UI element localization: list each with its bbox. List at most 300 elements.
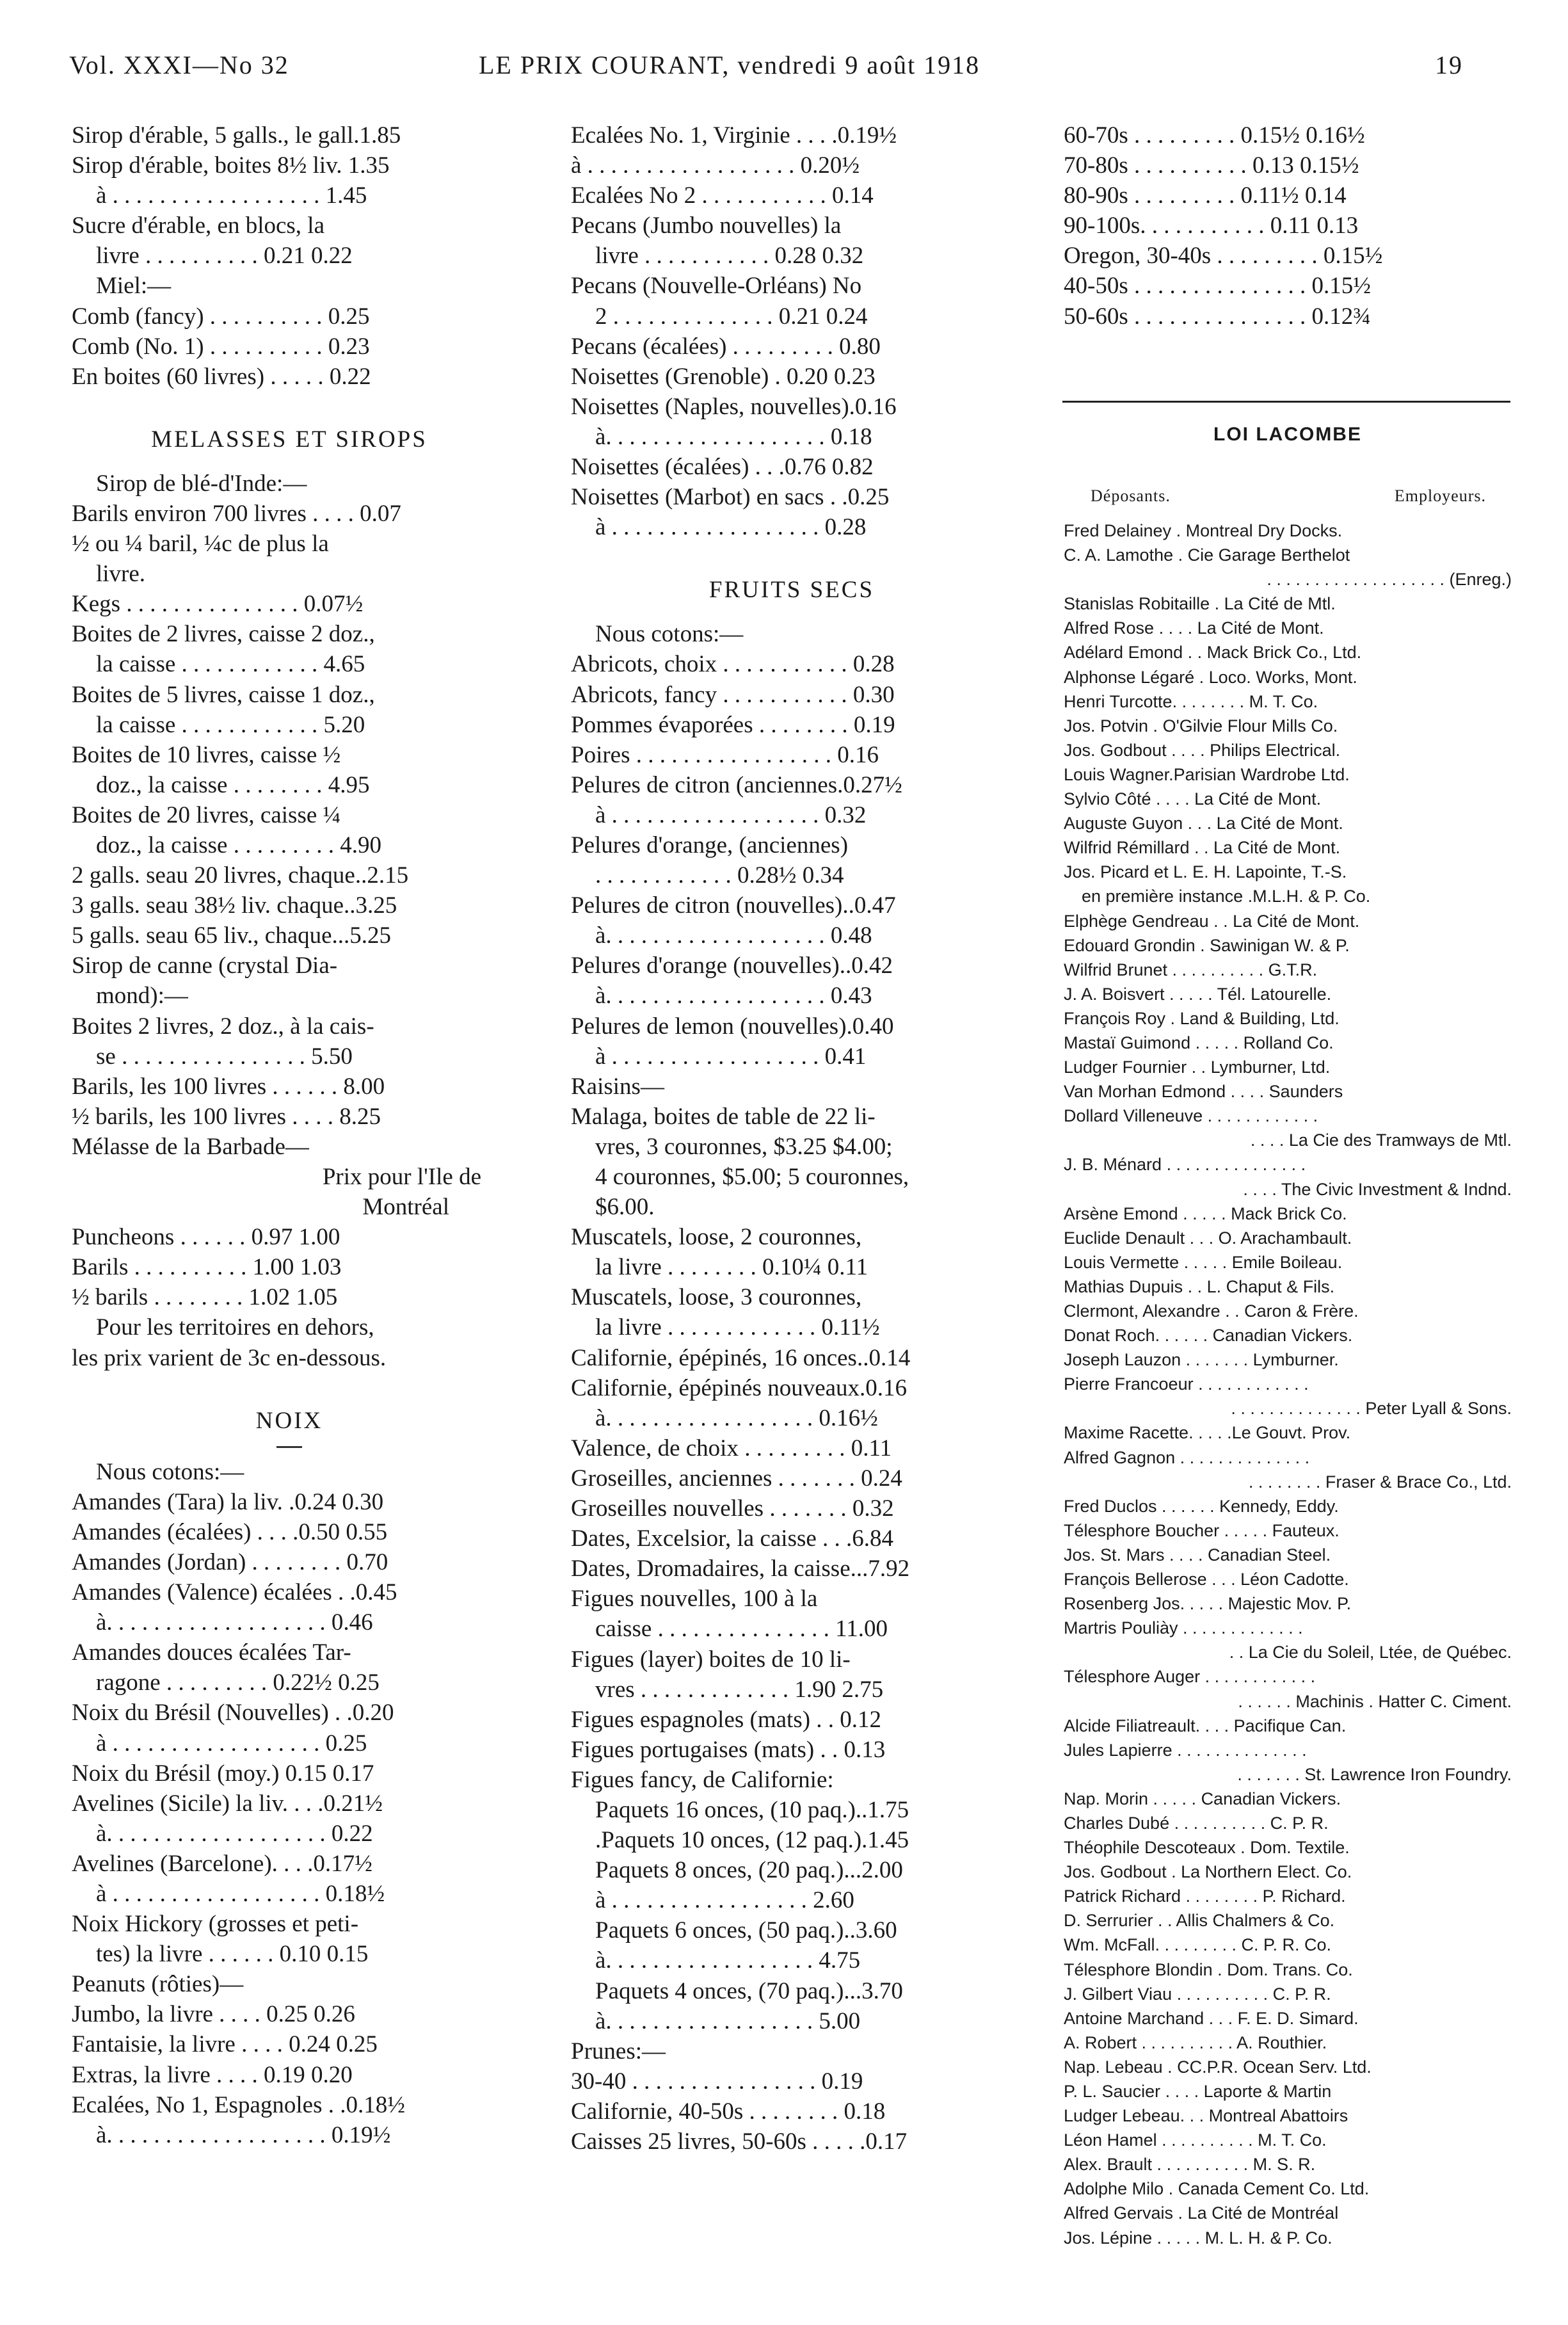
price-line-text: Groseilles, anciennes . . . . . . . 0.24	[571, 1465, 902, 1492]
loi-entry: . . . . . . . . . . . . . . Peter Lyall & Sons.	[1231, 1399, 1512, 1419]
price-line	[571, 649, 1012, 679]
price-line-text: 70-80s . . . . . . . . . . 0.13 0.15½	[1064, 152, 1359, 179]
price-line-text: Californie, épépinés nouveaux.0.16	[571, 1374, 908, 1401]
price-line-text: à. . . . . . . . . . . . . . . . . . 4.75	[595, 1947, 861, 1974]
loi-entry: Fred Delainey . Montreal Dry Docks.	[1064, 521, 1343, 540]
price-line-text: à. . . . . . . . . . . . . . . . . . . 0.48	[595, 922, 872, 949]
price-line	[571, 2036, 1012, 2066]
price-line	[571, 619, 1012, 649]
price-line	[571, 1011, 1012, 1042]
loi-entry: Nap. Morin . . . . . Canadian Vickers.	[1064, 1789, 1341, 1808]
price-line-text: Dates, Excelsior, la caisse . . .6.84	[571, 1525, 894, 1552]
price-line	[72, 302, 507, 332]
price-line	[72, 1789, 507, 1819]
price-line	[571, 830, 1012, 860]
loi-entry: Télesphore Blondin . Dom. Trans. Co.	[1064, 1959, 1353, 1979]
price-line	[571, 2096, 1012, 2127]
price-line-text: à . . . . . . . . . . . . . . . . . . 0.28	[595, 514, 867, 541]
price-line	[571, 1765, 1012, 1795]
price-line	[72, 860, 507, 890]
price-line-text: Noisettes (écalées) . . .0.76 0.82	[571, 454, 874, 481]
loi-entry: Antoine Marchand . . . F. E. D. Simard.	[1064, 2008, 1359, 2028]
price-line-text: Ecalées No. 1, Virginie . . . .0.19½	[571, 122, 897, 149]
price-line	[571, 1795, 1012, 1825]
price-line	[571, 1735, 1012, 1765]
price-line-text: à . . . . . . . . . . . . . . . . . . 1.45	[96, 182, 367, 209]
price-line-text: Pelures d'orange (nouvelles)..0.42	[571, 953, 893, 979]
price-line	[72, 1011, 507, 1042]
price-line-text: à . . . . . . . . . . . . . . . . . . 0.18½	[96, 1880, 385, 1907]
price-line	[72, 1547, 507, 1577]
price-line-text: à. . . . . . . . . . . . . . . . . . . 0.18	[595, 423, 872, 450]
column-1	[72, 120, 507, 2150]
price-line-text: Ecalées, No 1, Espagnoles . .0.18½	[72, 2091, 405, 2118]
price-line	[571, 1403, 1012, 1433]
price-line	[72, 241, 507, 271]
price-line-text: Paquets 8 onces, (20 paq.)...2.00	[595, 1857, 903, 1884]
price-line-text: Fantaisie, la livre . . . . 0.24 0.25	[72, 2031, 378, 2058]
price-line-text: Comb (No. 1) . . . . . . . . . . 0.23	[72, 333, 370, 360]
price-line	[72, 1758, 507, 1789]
price-line-text: Noisettes (Grenoble) . 0.20 0.23	[571, 363, 876, 390]
price-line	[72, 1969, 507, 1999]
loi-entry: Henri Turcotte. . . . . . . . M. T. Co.	[1064, 691, 1318, 711]
loi-entry: Alphonse Légaré . Loco. Works, Mont.	[1064, 667, 1357, 687]
price-line	[72, 1282, 507, 1312]
price-line	[571, 211, 1012, 241]
price-line	[571, 1825, 1012, 1855]
price-line	[571, 800, 1012, 830]
price-line	[72, 589, 507, 619]
price-line	[571, 512, 1012, 542]
loi-entry: Jos. Picard et L. E. H. Lapointe, T.-S.	[1064, 862, 1347, 882]
price-line-text: Paquets 4 onces, (70 paq.)...3.70	[595, 1977, 903, 2004]
loi-entry: . . . . . . . . Fraser & Brace Co., Ltd.	[1248, 1472, 1512, 1492]
price-line	[571, 1885, 1012, 1915]
price-line-text: livre.	[96, 561, 146, 588]
price-line	[571, 1102, 1012, 1132]
price-line-text: Pelures de citron (anciennes.0.27½	[571, 771, 902, 798]
price-line	[72, 1517, 507, 1547]
section-divider	[1062, 401, 1510, 403]
price-line	[571, 1493, 1012, 1524]
loi-entry: J. A. Boisvert . . . . . Tél. Latourelle.	[1064, 984, 1332, 1004]
loi-entry: Donat Roch. . . . . . Canadian Vickers.	[1064, 1326, 1353, 1346]
price-line	[72, 619, 507, 649]
price-line	[72, 1999, 507, 2029]
loi-entry: . . La Cie du Soleil, Ltée, de Québec.	[1229, 1643, 1512, 1662]
price-line-text: Groseilles nouvelles . . . . . . . 0.32	[571, 1495, 894, 1522]
price-line	[72, 1222, 507, 1252]
loi-entry: Ludger Lebeau. . . Montreal Abattoirs	[1064, 2106, 1348, 2126]
price-line-text: Muscatels, loose, 3 couronnes,	[571, 1284, 862, 1311]
price-line-text: Prix pour l'Ile de	[322, 1164, 481, 1190]
price-line-text: Poires . . . . . . . . . . . . . . . . . 0.16	[571, 741, 879, 768]
price-line-text: Muscatels, loose, 2 couronnes,	[571, 1224, 862, 1251]
price-line-text: Californie, épépinés, 16 onces..0.14	[571, 1344, 911, 1371]
price-line-text: . . . . . . . . . . . . 0.28½ 0.34	[595, 862, 844, 889]
price-line-text: Figues nouvelles, 100 à la	[571, 1586, 818, 1613]
price-line	[72, 1668, 507, 1698]
loi-entry: Alfred Gervais . La Cité de Montréal	[1064, 2203, 1339, 2223]
price-line-text: 2 galls. seau 20 livres, chaque..2.15	[72, 862, 409, 889]
price-line-text: Valence, de choix . . . . . . . . . 0.11	[571, 1435, 892, 1461]
price-line	[571, 1705, 1012, 1735]
price-line-text: Figues espagnoles (mats) . . 0.12	[571, 1706, 882, 1733]
price-line-text: Kegs . . . . . . . . . . . . . . . 0.07½	[72, 591, 364, 618]
price-line-text: tes) la livre . . . . . . 0.10 0.15	[96, 1941, 369, 1968]
loi-entry: Louis Vermette . . . . . Emile Boileau.	[1064, 1252, 1343, 1272]
price-line	[72, 2060, 507, 2090]
loi-entry: Joseph Lauzon . . . . . . . Lymburner.	[1064, 1350, 1339, 1370]
price-line	[571, 1252, 1012, 1282]
price-line-text: caisse . . . . . . . . . . . . . . . 11.00	[595, 1616, 888, 1643]
price-line	[571, 890, 1012, 921]
price-line	[72, 499, 507, 529]
price-line-text: Sirop d'érable, 5 galls., le gall.1.85	[72, 122, 401, 149]
price-line-text: Extras, la livre . . . . 0.19 0.20	[72, 2061, 353, 2088]
price-line	[571, 422, 1012, 452]
price-line-text: Sirop d'érable, boites 8½ liv. 1.35	[72, 152, 390, 179]
price-line	[72, 649, 507, 679]
price-line-text: Barils . . . . . . . . . . 1.00 1.03	[72, 1254, 342, 1281]
loi-entry: Wm. McFall. . . . . . . . . C. P. R. Co.	[1064, 1935, 1332, 1955]
price-line-text: Pelures de lemon (nouvelles).0.40	[571, 1013, 894, 1040]
price-line-text: la livre . . . . . . . . 0.10¼ 0.11	[595, 1254, 868, 1281]
loi-lacombe-list	[1064, 519, 1512, 2250]
price-line	[571, 951, 1012, 981]
price-line-text: Noix du Brésil (Nouvelles) . .0.20	[72, 1700, 394, 1726]
price-line	[571, 1192, 1012, 1222]
price-line	[72, 1728, 507, 1758]
price-line-text: Nous cotons:—	[595, 621, 744, 648]
loi-entry: Ludger Fournier . . Lymburner, Ltd.	[1064, 1058, 1331, 1077]
column-3	[1064, 120, 1512, 332]
price-line-text: ½ barils . . . . . . . . 1.02 1.05	[72, 1284, 338, 1311]
price-line	[571, 1162, 1012, 1192]
loi-entry: C. A. Lamothe . Cie Garage Berthelot	[1064, 545, 1350, 565]
price-line-text: Dates, Dromadaires, la caisse...7.92	[571, 1556, 910, 1582]
price-line	[72, 1849, 507, 1879]
price-line-text: 5 galls. seau 65 liv., chaque...5.25	[72, 922, 392, 949]
loi-entry: Wilfrid Brunet . . . . . . . . . . G.T.R.	[1064, 960, 1318, 979]
price-line	[72, 830, 507, 860]
price-line-text: à. . . . . . . . . . . . . . . . . . 5.00	[595, 2007, 861, 2034]
price-line-text: Prunes:—	[571, 2038, 666, 2064]
price-line-text: Paquets 16 onces, (10 paq.)..1.75	[595, 1796, 909, 1823]
loi-entry: Mastaï Guimond . . . . . Rolland Co.	[1064, 1033, 1334, 1052]
price-line-text: Peanuts (rôties)—	[72, 1971, 244, 1998]
loi-entry: Théophile Descoteaux . Dom. Textile.	[1064, 1838, 1350, 1858]
price-line	[571, 1312, 1012, 1342]
price-line	[571, 1855, 1012, 1885]
price-line	[571, 362, 1012, 392]
price-line	[571, 981, 1012, 1011]
loi-entry: Rosenberg Jos. . . . . Majestic Mov. P.	[1064, 1594, 1352, 1614]
price-line	[72, 181, 507, 211]
price-line	[571, 710, 1012, 740]
price-line-text: Ecalées No 2 . . . . . . . . . . . 0.14	[571, 182, 874, 209]
section-heading: MELASSES ET SIROPS	[151, 426, 428, 453]
price-line-text: Californie, 40-50s . . . . . . . . 0.18	[571, 2098, 886, 2125]
price-line-text: 90-100s. . . . . . . . . . . 0.11 0.13	[1064, 213, 1359, 239]
price-line-text: Sirop de blé-d'Inde:—	[96, 470, 307, 497]
price-line	[72, 680, 507, 710]
price-line	[571, 271, 1012, 301]
price-line	[72, 2090, 507, 2120]
price-line	[1064, 150, 1512, 181]
loi-entry: Fred Duclos . . . . . . Kennedy, Eddy.	[1064, 1496, 1339, 1516]
price-line	[571, 1675, 1012, 1705]
price-line-text: Pour les territoires en dehors,	[96, 1314, 374, 1341]
price-line	[571, 181, 1012, 211]
price-line-text: 80-90s . . . . . . . . . 0.11½ 0.14	[1064, 182, 1347, 209]
price-line	[571, 2066, 1012, 2096]
price-line	[571, 2006, 1012, 2036]
loi-entry: Jos. St. Mars . . . . Canadian Steel.	[1064, 1545, 1331, 1565]
price-line-text: Figues portugaises (mats) . . 0.13	[571, 1736, 886, 1763]
loi-entry: A. Robert . . . . . . . . . . A. Routhier.	[1064, 2032, 1327, 2052]
price-line	[72, 271, 507, 301]
volume-number: Vol. XXXI—No 32	[69, 51, 289, 79]
loi-entry: Auguste Guyon . . . La Cité de Mont.	[1064, 814, 1343, 833]
price-line-text: ½ barils, les 100 livres . . . . 8.25	[72, 1103, 381, 1130]
price-line-text: Jumbo, la livre . . . . 0.25 0.26	[72, 2001, 355, 2028]
loi-entry: Léon Hamel . . . . . . . . . . M. T. Co.	[1064, 2130, 1327, 2150]
price-line-text: Puncheons . . . . . . 0.97 1.00	[72, 1224, 340, 1251]
loi-entry: . . . . La Cie des Tramways de Mtl.	[1250, 1130, 1512, 1150]
price-line-text: à . . . . . . . . . . . . . . . . . . 0.32	[595, 801, 867, 828]
price-line	[571, 1584, 1012, 1614]
price-line-text: la livre . . . . . . . . . . . . . 0.11½	[595, 1314, 880, 1341]
price-line	[72, 1343, 507, 1373]
price-line	[571, 1343, 1012, 1373]
price-line	[571, 1222, 1012, 1252]
price-line-text: à. . . . . . . . . . . . . . . . . . . 0.19½	[96, 2121, 391, 2148]
price-line	[72, 890, 507, 921]
loi-entry: Alex. Brault . . . . . . . . . . M. S. R.	[1064, 2155, 1316, 2175]
price-line	[72, 1102, 507, 1132]
price-line-text: livre . . . . . . . . . . 0.21 0.22	[96, 243, 353, 270]
price-line	[72, 1879, 507, 1909]
price-line-text: Noisettes (Marbot) en sacs . .0.25	[571, 484, 890, 511]
price-line	[72, 362, 507, 392]
loi-entry: Jos. Lépine . . . . . M. L. H. & P. Co.	[1064, 2228, 1332, 2248]
price-line-text: ragone . . . . . . . . . 0.22½ 0.25	[96, 1669, 380, 1696]
price-line	[72, 2029, 507, 2059]
price-line	[571, 1945, 1012, 1975]
price-line-text: Avelines (Barcelone). . . .0.17½	[72, 1850, 372, 1877]
loi-lacombe-title: LOI LACOMBE	[1213, 424, 1362, 445]
price-line	[72, 1577, 507, 1607]
loi-entry: . . . . . . . St. Lawrence Iron Foundry.	[1237, 1764, 1512, 1784]
loi-entry: Arsène Emond . . . . . Mack Brick Co.	[1064, 1203, 1347, 1223]
price-line-text: Boites de 20 livres, caisse ¼	[72, 801, 341, 828]
price-line	[571, 392, 1012, 422]
price-line	[571, 1282, 1012, 1312]
price-line	[571, 1976, 1012, 2006]
price-line-text: se . . . . . . . . . . . . . . . . 5.50	[96, 1043, 353, 1070]
price-line	[571, 302, 1012, 332]
price-line-text: livre . . . . . . . . . . . 0.28 0.32	[595, 243, 864, 270]
price-line-text: 3 galls. seau 38½ liv. chaque..3.25	[72, 892, 397, 919]
price-line-text: Boites 2 livres, 2 doz., à la cais-	[72, 1013, 374, 1040]
loi-entry: Patrick Richard . . . . . . . . P. Richard.	[1064, 1887, 1346, 1906]
price-line-text: Amandes (écalées) . . . .0.50 0.55	[72, 1518, 388, 1545]
loi-entry: Charles Dubé . . . . . . . . . . C. P. R.	[1064, 1813, 1329, 1833]
price-line	[571, 770, 1012, 800]
price-line-text: Montréal	[362, 1194, 449, 1221]
column-2	[571, 120, 1012, 2157]
price-line-text: à. . . . . . . . . . . . . . . . . . . 0.43	[595, 983, 872, 1010]
loi-entry: Jos. Godbout . La Northern Elect. Co.	[1064, 1862, 1352, 1882]
price-line-text: Caisses 25 livres, 50-60s . . . . .0.17	[571, 2128, 908, 2155]
price-line	[72, 559, 507, 589]
price-line-text: Amandes (Valence) écalées . .0.45	[72, 1579, 397, 1606]
section-heading: NOIX	[255, 1407, 323, 1434]
loi-entry: Dollard Villeneuve . . . . . . . . . . . .	[1064, 1106, 1318, 1126]
price-line-text: à . . . . . . . . . . . . . . . . . 2.60	[595, 1887, 854, 1914]
price-line-text: à . . . . . . . . . . . . . . . . . . 0.20½	[571, 152, 860, 179]
price-line-text: Paquets 6 onces, (50 paq.)..3.60	[595, 1917, 897, 1944]
price-line-text: Amandes douces écalées Tar-	[72, 1639, 351, 1666]
employers-header: Employeurs.	[1394, 487, 1486, 505]
price-line	[1064, 302, 1512, 332]
price-line-text: doz., la caisse . . . . . . . . 4.95	[96, 771, 370, 798]
price-line	[72, 469, 507, 499]
loi-entry: Edouard Grondin . Sawinigan W. & P.	[1064, 935, 1350, 955]
price-line-text: Avelines (Sicile) la liv. . . .0.21½	[72, 1790, 383, 1817]
price-line-text: à. . . . . . . . . . . . . . . . . . . 0.22	[96, 1820, 373, 1847]
loi-entry: Stanislas Robitaille . La Cité de Mtl.	[1064, 594, 1336, 614]
loi-entry: Télesphore Auger . . . . . . . . . . . .	[1064, 1667, 1316, 1687]
price-line	[571, 120, 1012, 150]
loi-entry: J. B. Ménard . . . . . . . . . . . . . . .	[1064, 1155, 1306, 1175]
price-line	[72, 1909, 507, 1939]
price-line	[72, 1192, 507, 1222]
price-line	[72, 1162, 507, 1192]
price-line	[571, 1433, 1012, 1463]
price-line	[72, 332, 507, 362]
loi-entry: Jos. Potvin . O'Gilvie Flour Mills Co.	[1064, 716, 1338, 736]
page-number: 19	[1435, 51, 1463, 79]
price-line-text: Mélasse de la Barbade—	[72, 1133, 309, 1160]
price-line	[571, 680, 1012, 710]
price-line	[571, 1463, 1012, 1493]
price-line	[571, 860, 1012, 890]
publication-title: LE PRIX COURANT, vendredi 9 août 1918	[479, 51, 980, 79]
price-line-text: Amandes (Jordan) . . . . . . . . 0.70	[72, 1549, 388, 1575]
price-line	[571, 150, 1012, 181]
price-line	[72, 1252, 507, 1282]
price-line	[571, 452, 1012, 482]
price-line-text: à . . . . . . . . . . . . . . . . . . 0.41	[595, 1043, 867, 1070]
loi-entry: Adolphe Milo . Canada Cement Co. Ltd.	[1064, 2179, 1370, 2199]
loi-entry: . . . . . . . . . . . . . . . . . . . (Enreg.)	[1267, 570, 1512, 590]
price-line-text: 2 . . . . . . . . . . . . . . 0.21 0.24	[595, 303, 868, 330]
price-line	[571, 1373, 1012, 1403]
price-line-text: mond):—	[96, 983, 188, 1010]
depositors-header: Déposants.	[1091, 487, 1171, 505]
price-line	[72, 1637, 507, 1668]
loi-entry: Maxime Racette. . . . .Le Gouvt. Prov.	[1064, 1423, 1351, 1443]
page-header	[69, 50, 1463, 88]
price-line-text: Barils, les 100 livres . . . . . . 8.00	[72, 1073, 385, 1100]
price-line-text: Pecans (écalées) . . . . . . . . . 0.80	[571, 333, 881, 360]
price-line	[1064, 120, 1512, 150]
price-line	[571, 1645, 1012, 1675]
price-line	[72, 770, 507, 800]
price-line-text: 60-70s . . . . . . . . . 0.15½ 0.16½	[1064, 122, 1365, 149]
loi-entry: Nap. Lebeau . CC.P.R. Ocean Serv. Ltd.	[1064, 2057, 1372, 2077]
loi-entry: . . . . . . Machinis . Hatter C. Ciment.	[1238, 1691, 1512, 1711]
price-line-text: vres . . . . . . . . . . . . . 1.90 2.75	[595, 1676, 884, 1703]
price-line	[571, 1915, 1012, 1945]
price-line-text: Miel:—	[96, 273, 172, 300]
price-line-text: vres, 3 couronnes, $3.25 $4.00;	[595, 1133, 893, 1160]
price-line-text: Noix du Brésil (moy.) 0.15 0.17	[72, 1760, 374, 1787]
price-line	[72, 1072, 507, 1102]
price-line	[72, 740, 507, 770]
price-line-text: Figues (layer) boites de 10 li-	[571, 1646, 851, 1673]
price-line	[1064, 181, 1512, 211]
price-line-text: Pelures de citron (nouvelles)..0.47	[571, 892, 896, 919]
price-line-text: $6.00.	[595, 1194, 655, 1221]
price-line-text: à . . . . . . . . . . . . . . . . . . 0.25	[96, 1730, 367, 1757]
price-line-text: Malaga, boites de table de 22 li-	[571, 1103, 876, 1130]
price-line	[72, 150, 507, 181]
price-line	[571, 241, 1012, 271]
price-line	[571, 1132, 1012, 1162]
loi-entry: Euclide Denault . . . O. Arachambault.	[1064, 1228, 1352, 1248]
price-line-text: Pommes évaporées . . . . . . . . 0.19	[571, 711, 895, 738]
price-line-text: Oregon, 30-40s . . . . . . . . . 0.15½	[1064, 243, 1383, 270]
loi-entry: J. Gilbert Viau . . . . . . . . . . C. P. R.	[1064, 1984, 1331, 2004]
loi-entry: François Bellerose . . . Léon Cadotte.	[1064, 1570, 1349, 1589]
price-line-text: 30-40 . . . . . . . . . . . . . . . . 0.19	[571, 2068, 863, 2095]
price-line	[571, 2127, 1012, 2157]
price-line	[571, 482, 1012, 512]
price-line-text: Pelures d'orange, (anciennes)	[571, 832, 849, 858]
price-line	[571, 1614, 1012, 1644]
price-line-text: la caisse . . . . . . . . . . . . 5.20	[96, 711, 365, 738]
price-line	[72, 951, 507, 981]
price-line-text: Figues fancy, de Californie:	[571, 1766, 834, 1793]
price-line	[1064, 211, 1512, 241]
price-line-text: Nous cotons:—	[96, 1458, 244, 1485]
price-line-text: Barils environ 700 livres . . . . 0.07	[72, 500, 401, 527]
price-line-text: Comb (fancy) . . . . . . . . . . 0.25	[72, 303, 370, 330]
loi-entry: Louis Wagner.Parisian Wardrobe Ltd.	[1064, 764, 1350, 784]
price-line-text: doz., la caisse . . . . . . . . . 4.90	[96, 832, 381, 858]
loi-entry: Mathias Dupuis . . L. Chaput & Fils.	[1064, 1276, 1335, 1296]
price-line-text: Raisins—	[571, 1073, 664, 1100]
price-line	[72, 1698, 507, 1728]
price-line	[571, 921, 1012, 951]
price-line-text: Boites de 5 livres, caisse 1 doz.,	[72, 681, 375, 708]
price-line-text: Pecans (Nouvelle-Orléans) No	[571, 273, 862, 300]
price-line	[72, 1607, 507, 1637]
price-line-text: Pecans (Jumbo nouvelles) la	[571, 213, 842, 239]
price-line	[571, 1042, 1012, 1072]
price-line-text: à. . . . . . . . . . . . . . . . . . . 0.46	[96, 1609, 373, 1636]
loi-entry: P. L. Saucier . . . . Laporte & Martin	[1064, 2082, 1332, 2101]
price-line	[72, 710, 507, 740]
price-line	[571, 1554, 1012, 1584]
price-line	[72, 1042, 507, 1072]
price-line	[72, 120, 507, 150]
price-line-text: la caisse . . . . . . . . . . . . 4.65	[96, 651, 365, 678]
